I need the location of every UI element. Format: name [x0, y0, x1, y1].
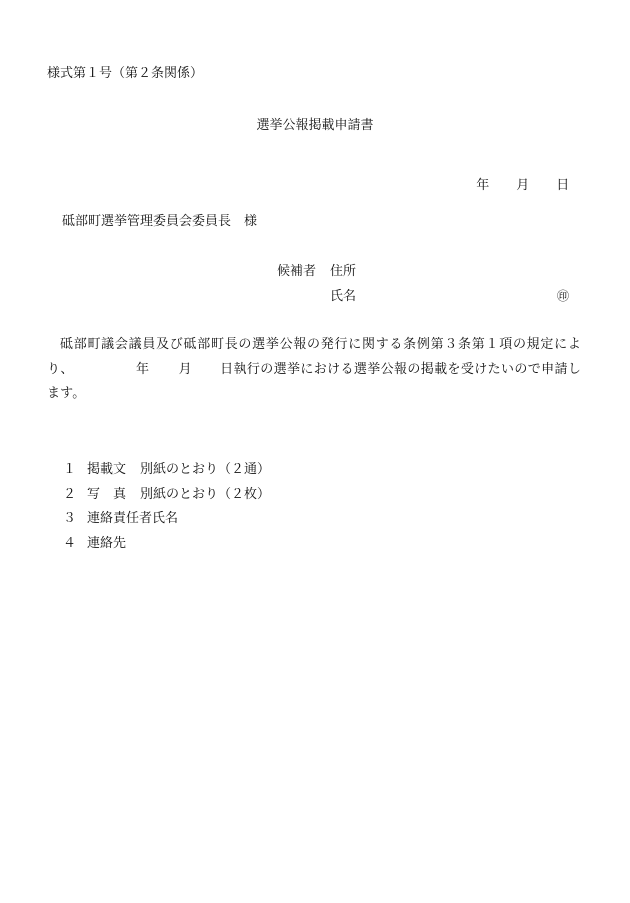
item-label: 連絡責任者氏名: [87, 511, 179, 526]
item-label: 連絡先: [87, 535, 127, 551]
item-value: 別紙のとおり（２枚）: [140, 486, 271, 502]
list-item: [63, 458, 270, 483]
item-value: 別紙のとおり（２通）: [140, 462, 271, 477]
candidate-name-label: 氏名: [330, 289, 357, 304]
item-number: １: [63, 462, 77, 477]
addressee: 砥部町選挙管理委員会委員長 様: [62, 214, 258, 229]
item-number: ３: [63, 511, 77, 526]
item-number: ２: [63, 486, 77, 502]
application-body-text: [47, 333, 581, 407]
attachment-list: [63, 458, 270, 556]
item-label: 写 真: [87, 486, 127, 502]
candidate-address-label: 住所: [330, 264, 357, 279]
list-item: [63, 483, 270, 508]
date-day-label: 日: [556, 178, 570, 193]
body-text-part2: 日執行の選挙における選挙公報の掲載を受けたいので申請します。: [47, 361, 581, 401]
list-item: [63, 532, 270, 557]
item-label: 掲載文: [87, 462, 127, 477]
body-month-label: 月: [178, 361, 192, 377]
item-number: ４: [63, 535, 77, 551]
document-title: 選挙公報掲載申請書: [256, 118, 374, 133]
body-year-label: 年: [135, 361, 150, 377]
seal-mark: ㊞: [557, 289, 570, 303]
body-text-part1: 砥部町議会議員及び砥部町長の選挙公報の発行に関する条例第３条第１項の規定により、: [47, 337, 581, 377]
candidate-label: 候補者: [277, 264, 317, 279]
date-month-label: 月: [516, 178, 530, 193]
date-year-label: 年: [476, 178, 490, 193]
date-line: [468, 166, 569, 192]
form-number: 様式第１号（第２条関係）: [47, 66, 204, 81]
list-item: [63, 507, 270, 532]
